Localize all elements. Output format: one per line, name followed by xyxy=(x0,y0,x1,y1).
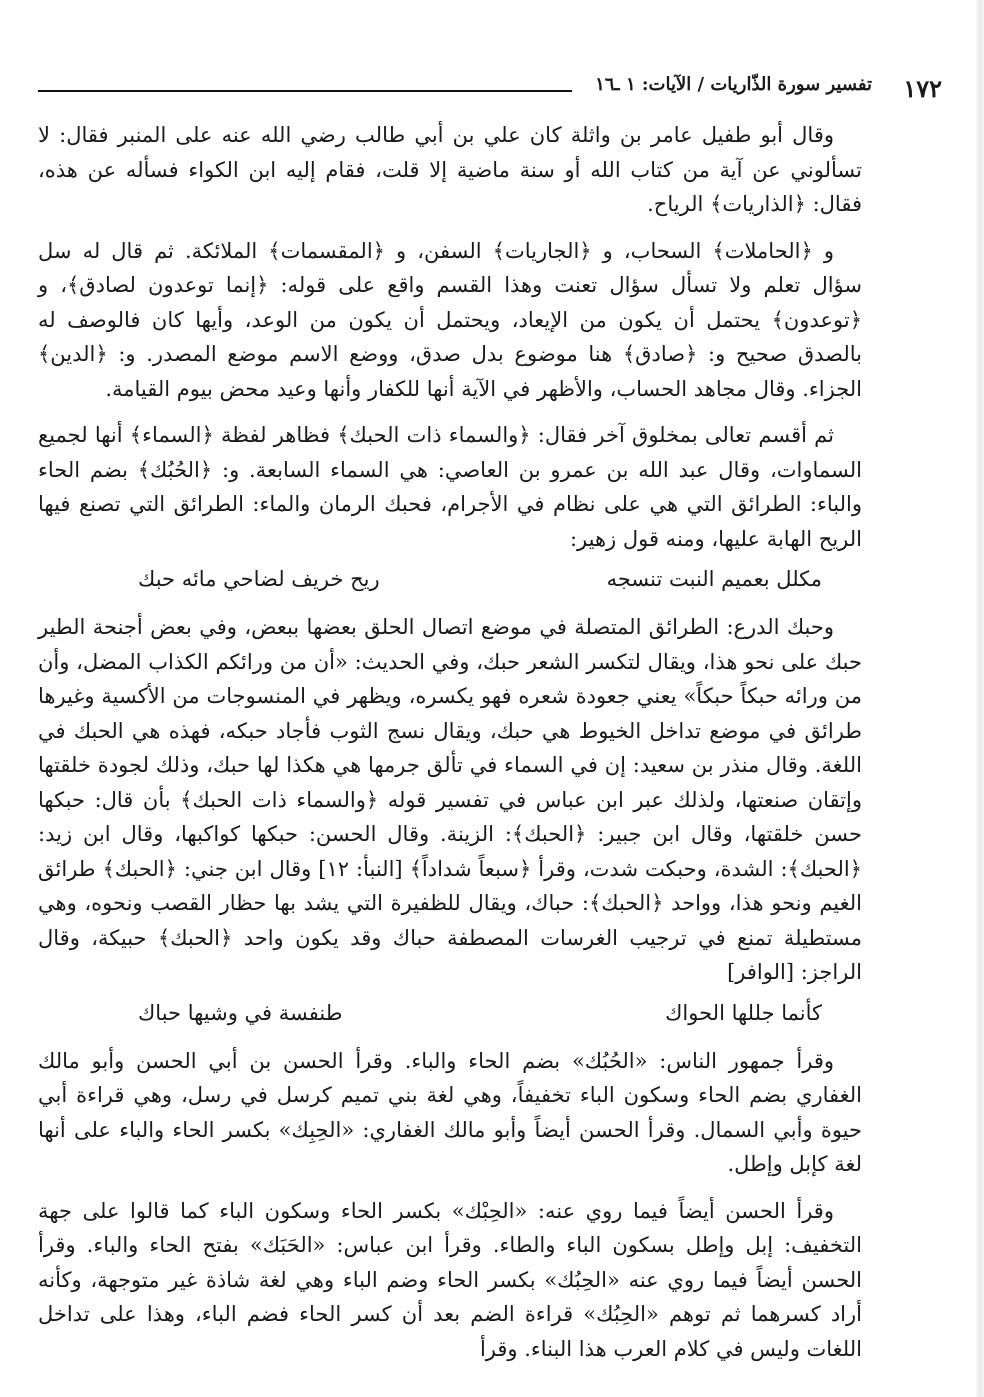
verse-zuhayr xyxy=(38,562,862,600)
header-title: تفسير سورة الذّاريات / الآيات: ١ ـ١٦ xyxy=(595,74,872,95)
header-rule xyxy=(38,90,572,92)
verse-hemistich-1: مكلل بعميم النبت تنسجه xyxy=(606,567,822,591)
verse-hemistich-1: كأنما جللها الحواك xyxy=(665,1000,822,1025)
page-number: ١٧٢ xyxy=(903,74,942,103)
page-edge xyxy=(976,0,984,1397)
paragraph-1: وقال أبو طفيل عامر بن واثلة كان علي بن أبي طالب رضي الله عنه على المنبر فقال: لا تسألوني عن آية من كتاب الله أو سنة ماضية إلا قلت، فقام إليه ابن الكواء فسأله عن هذه، فقال: ﴿الذاريات﴾ الرياح. xyxy=(38,123,862,216)
paragraph-5: وقرأ جمهور الناس: «الحُبُك» بضم الحاء والباء. وقرأ الحسن بن أبي الحسن وأبو مالك الغفاري بضم الحاء وسكون الباء تخفيفاً، وهي لغة بني تميم كرسل في رسل، وهي قراءة أبي حيوة وأبي السمال. وقرأ الحسن أيضاً وأبو مالك الغفاري: «الحِبِك» بكسر الحاء والباء على أنها لغة كإبل وإطل. xyxy=(38,1048,862,1176)
verse-hemistich-2: طنفسة في وشيها حباك xyxy=(138,1000,343,1025)
verse-hemistich-2: ريح خريف لضاحي مائه حبك xyxy=(138,567,380,591)
body-text xyxy=(38,118,862,1378)
paragraph-2: و ﴿الحاملات﴾ السحاب، و ﴿الجاريات﴾ السفن، و ﴿المقسمات﴾ الملائكة. ثم قال له سل سؤال تعلم ولا تسأل سؤال تعنت وهذا القسم واقع على قوله: ﴿إنما توعدون لصادق﴾، و ﴿توعدون﴾ يحتمل أن يكون من الإيعاد، ويحتمل أن يكون من الوعد، وأيها كان فالوصف له بالصدق صحيح و: ﴿صادق﴾ هنا موضوع بدل صدق، ووضع الاسم موضع المصدر. و: ﴿الدين﴾ الجزاء. وقال مجاهد الحساب، والأظهر في الآية أنها للكفار وأنها وعيد محض بيوم القيامة. xyxy=(38,238,862,401)
paragraph-3: ثم أقسم تعالى بمخلوق آخر فقال: ﴿والسماء ذات الحبك﴾ فظاهر لفظة ﴿السماء﴾ أنها لجميع السماوات، وقال عبد الله بن عمرو بن العاصي: هي السماء السابعة. و: ﴿الحُبُك﴾ بضم الحاء والباء: الطرائق التي هي على نظام في الأجرام، فحبك الرمان والماء: الطرائق التي تصنع فيها الريح الهابة عليها، ومنه قول زهير: xyxy=(38,423,862,551)
paragraph-4: وحبك الدرع: الطرائق المتصلة في موضع اتصال الحلق بعضها ببعض، وفي بعض أجنحة الطير حبك على نحو هذا، ويقال لتكسر الشعر حبك، وفي الحديث: «أن من ورائكم الكذاب المضل، وأن من ورائه حبكاً حبكاً» يعني جعودة شعره فهو يكسره، ويظهر في المنسوجات من الأكسية وغيرها طرائق في موضع تداخل الخيوط هي حبك، ويقال نسج الثوب فأجاد حبكه، فهذه هي الحبك في اللغة. وقال منذر بن سعيد: إن في السماء في تألق جرمها هي هكذا لها حبك، وذلك لجودة خلقتها وإتقان صنعتها، ولذلك عبر ابن عباس في تفسير قوله ﴿والسماء ذات الحبك﴾ بأن قال: حبكها حسن خلقتها، وقال ابن جبير: ﴿الحبك﴾: الزينة. وقال الحسن: حبكها كواكبها، وقال ابن زيد: ﴿الحبك﴾: الشدة، وحبكت شدت، وقرأ ﴿سبعاً شداداً﴾ [النبأ: ١٢] وقال ابن جني: ﴿الحبك﴾ طرائق الغيم ونحو هذا، وواحد ﴿الحبك﴾: حباك، ويقال للظفيرة التي يشد بها حظار القصب ونحوه، وهي مستطيلة تمنع في ترجيب الغرسات المصطفة حباك وقد يكون واحد ﴿الحبك﴾ حبيكة، وقال الراجز: [الوافر] xyxy=(38,615,862,984)
verse-rajaz xyxy=(38,996,862,1034)
paragraph-6: وقرأ الحسن أيضاً فيما روي عنه: «الحِبْك» بكسر الحاء وسكون الباء كما قالوا على جهة التخفيف: إبل وإطل بسكون الباء والطاء. وقرأ ابن عباس: «الحَبَك» بفتح الحاء والباء. وقرأ الحسن أيضاً فيما روي عنه «الحِبُك» بكسر الحاء وضم الباء وهي لغة شاذة غير متوجهة، وكأنه أراد كسرهما ثم توهم «الحِبُك» قراءة الضم بعد أن كسر الحاء فضم الباء، وهذا على تداخل اللغات وليس في كلام العرب هذا البناء. وقرأ xyxy=(38,1198,862,1361)
running-header xyxy=(38,74,872,104)
